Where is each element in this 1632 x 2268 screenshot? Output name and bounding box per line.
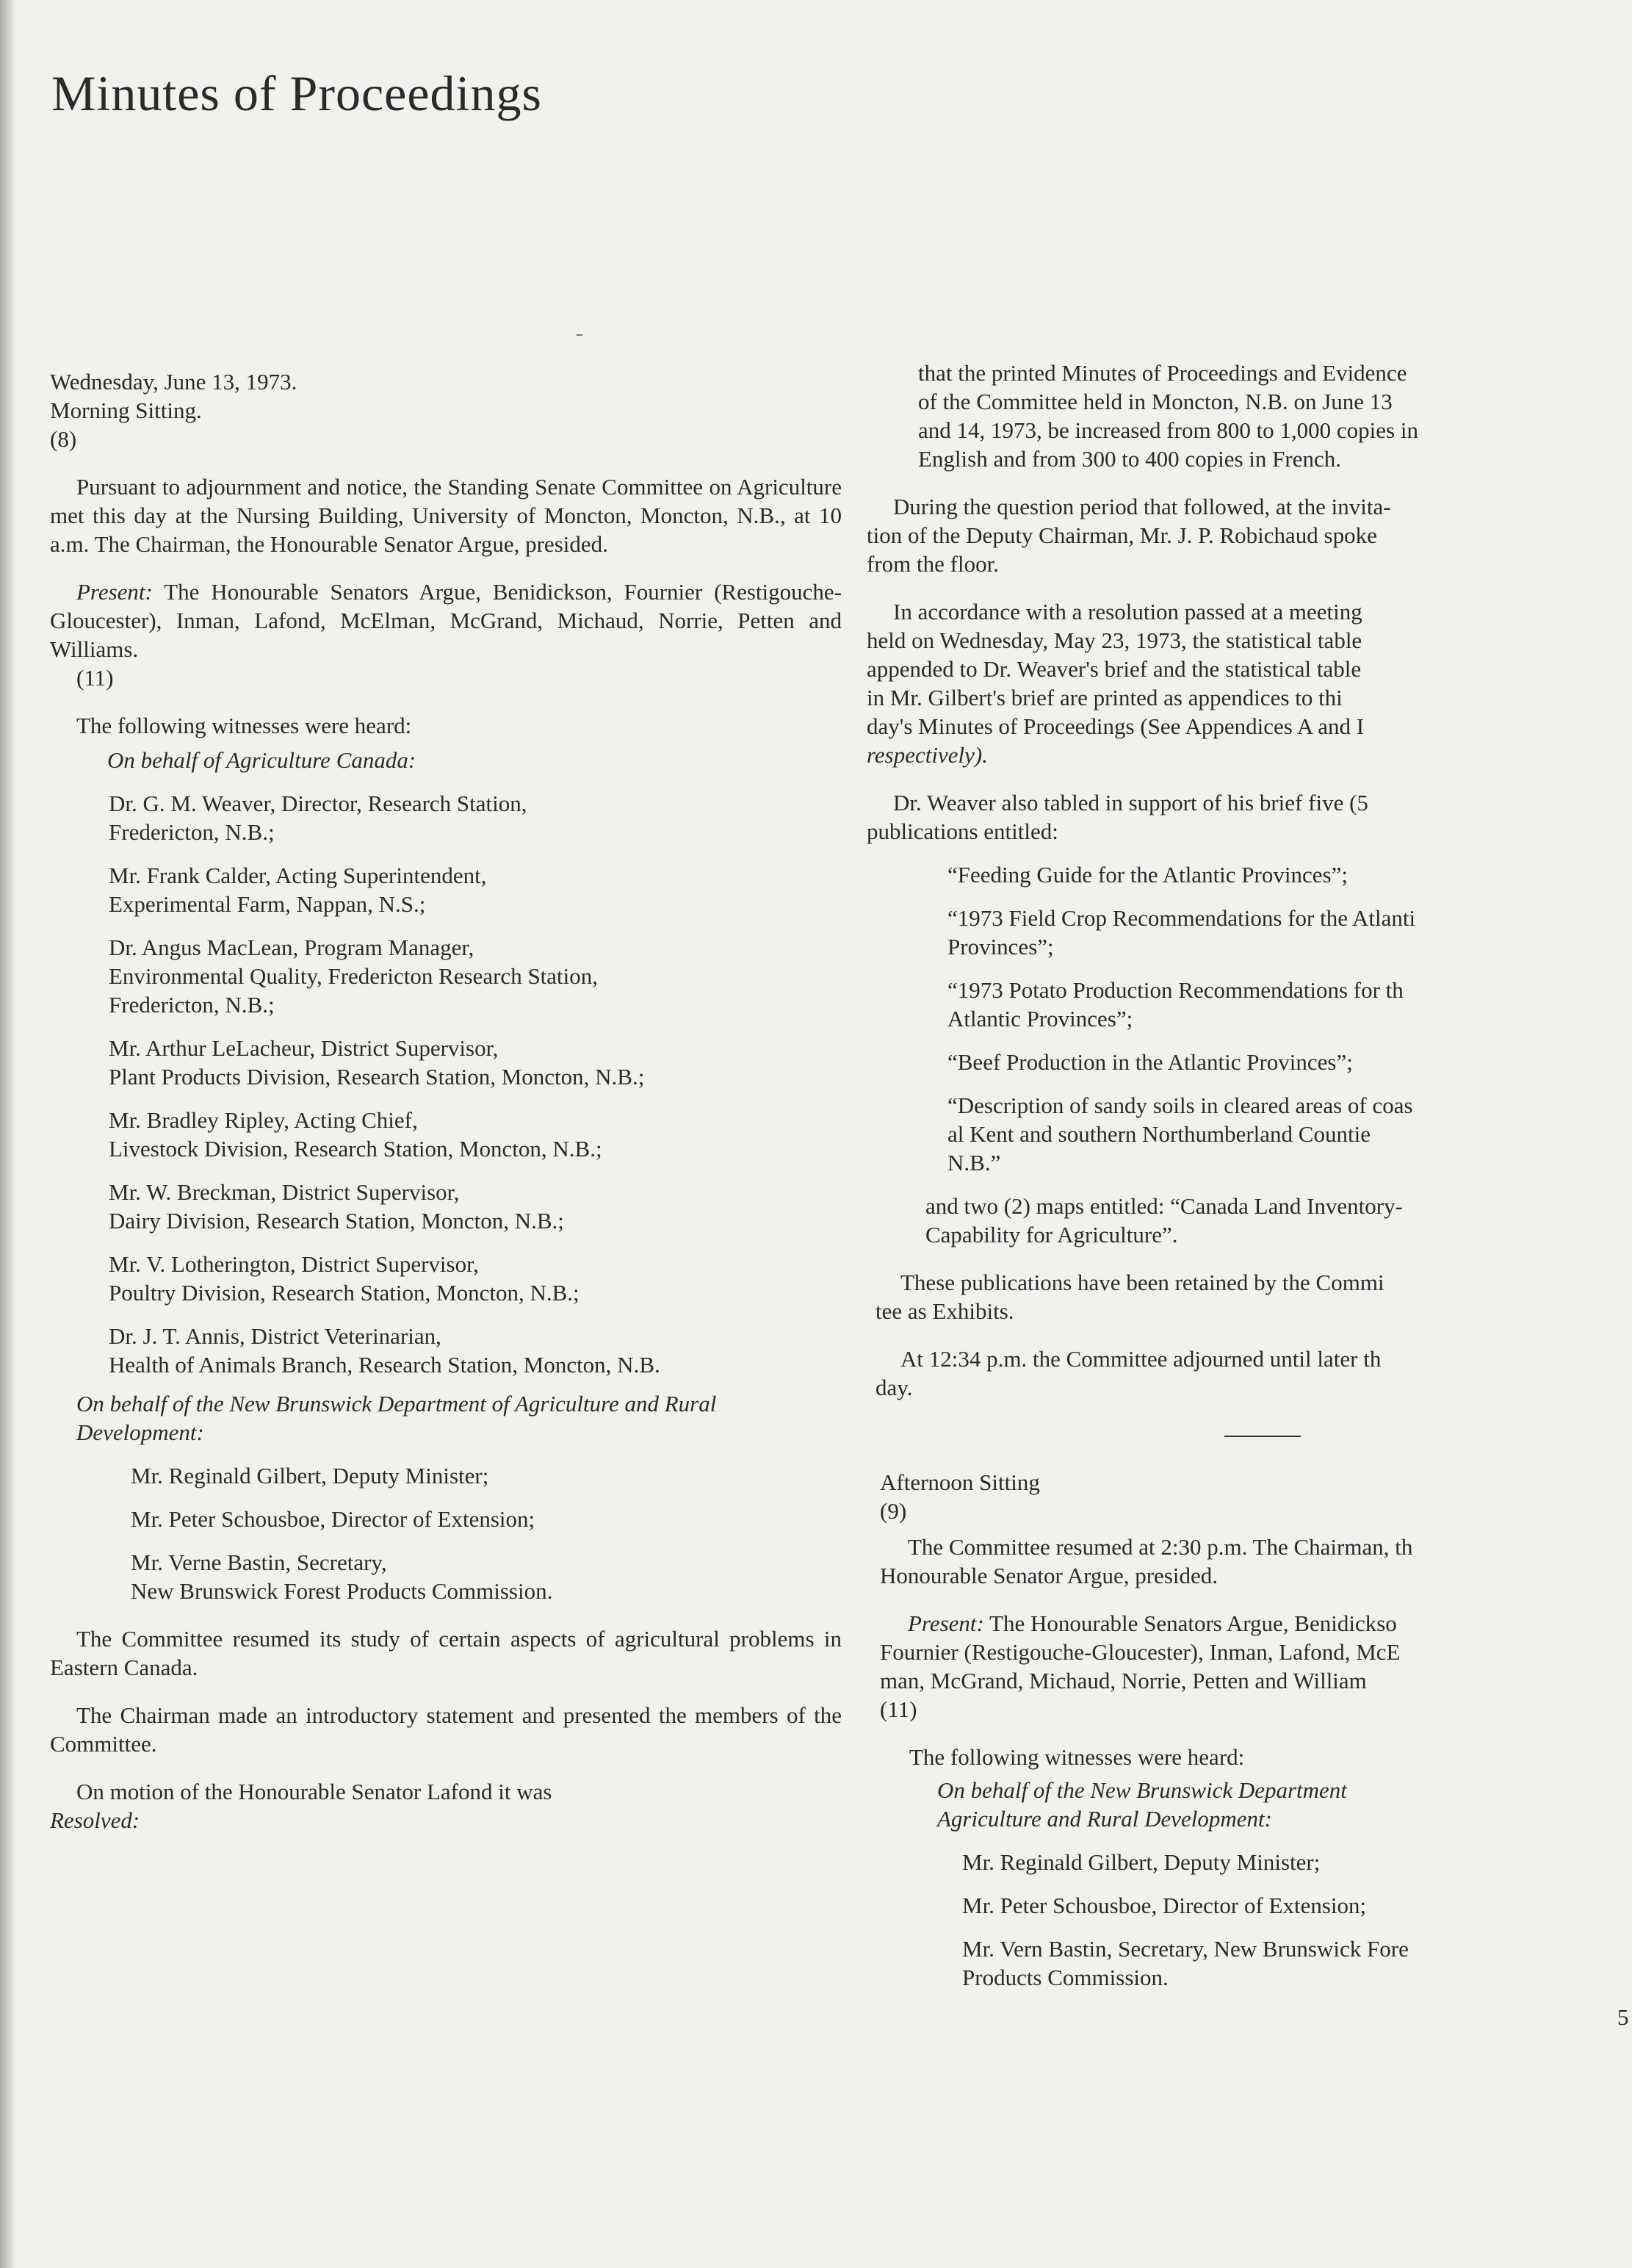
group2-list [50, 1461, 842, 1605]
witness-entry: Mr. Frank Calder, Acting Superintendent, Experimental Farm, Nappan, N.S.; [109, 863, 487, 917]
chairman-statement: The Chairman made an introductory statement and presented the members of the Committee. [50, 1702, 842, 1757]
witness-entry: Mr. Arthur LeLacheur, District Supervisor, Plant Products Division, Research Station, Moncton, N.B.; [109, 1035, 645, 1090]
motion-paragraph: On motion of the Honourable Senator Lafond it was Resolved: [50, 1777, 842, 1835]
present-paragraph [50, 577, 842, 692]
afternoon-sitting-title: Afternoon Sitting [880, 1469, 1040, 1495]
group1-heading: On behalf of Agriculture Canada: [107, 747, 416, 773]
group1-list [50, 789, 842, 1379]
witness-entry: Mr. Reginald Gilbert, Deputy Minister; [131, 1463, 489, 1488]
sitting-label: Morning Sitting. [50, 397, 202, 423]
witness-entry: Mr. Vern Bastin, Secretary, New Brunswick Fore Products Commission. [962, 1936, 1409, 1990]
resolved-label: Resolved: [50, 1807, 140, 1833]
witness-entry: Dr. Angus MacLean, Program Manager, Environmental Quality, Fredericton Research Station, Fredericton, N.B.; [109, 935, 599, 1018]
resumed-paragraph: The Committee resumed its study of certain aspects of agricultural problems in Eastern Canada. [50, 1626, 842, 1680]
witness-entry: Mr. Peter Schousboe, Director of Extension; [131, 1506, 535, 1532]
witness-entry: Dr. J. T. Annis, District Veterinarian, Health of Animals Branch, Research Station, Moncton, N.B. [109, 1323, 660, 1378]
present-label: Present: [76, 579, 153, 605]
witness-entry: Mr. W. Breckman, District Supervisor, Dairy Division, Research Station, Moncton, N.B.; [109, 1179, 564, 1234]
retained-paragraph: These publications have been retained by the Commi tee as Exhibits. [875, 1270, 1384, 1324]
afternoon-witnesses-intro: The following witnesses were heard: [909, 1744, 1245, 1770]
page-gutter-shadow [0, 0, 16, 2268]
publication-item: “Description of sandy soils in cleared areas of coas al Kent and southern Northumberland Countie N.B.” [947, 1092, 1413, 1176]
afternoon-group-list [867, 1848, 1632, 1992]
afternoon-sitting-number: (9) [880, 1498, 907, 1524]
present-label: Present: [908, 1610, 984, 1636]
sitting-number: (8) [50, 426, 77, 452]
resolution-text: that the printed Minutes of Proceedings and Evidence of the Committee held in Moncton, N.B. on June 13 and 14, 1973, be increased from 800 to 1,000 copies in English and from 300 to 400 copies in French. [918, 360, 1418, 472]
afternoon-resumed-paragraph: The Committee resumed at 2:30 p.m. The Chairman, th Honourable Senator Argue, presided. [880, 1534, 1413, 1588]
witness-entry: Mr. V. Lotherington, District Supervisor, Poultry Division, Research Station, Moncton, N.B.; [109, 1251, 579, 1306]
adjourned-paragraph: At 12:34 p.m. the Committee adjourned until later th day. [875, 1346, 1382, 1400]
weaver-tabled-paragraph: Dr. Weaver also tabled in support of his brief five (5 publications entitled: [867, 790, 1368, 844]
publication-item: “1973 Potato Production Recommendations for th Atlantic Provinces”; [947, 977, 1404, 1032]
publications-list [867, 860, 1632, 1177]
witness-entry: Mr. Reginald Gilbert, Deputy Minister; [962, 1849, 1321, 1875]
right-column [867, 359, 1632, 1992]
present-count: (11) [76, 665, 114, 691]
publication-item: “Feeding Guide for the Atlantic Provinces”; [947, 862, 1348, 888]
group2-heading: On behalf of the New Brunswick Department of Agriculture and Rural Development: [76, 1391, 717, 1445]
afternoon-present-paragraph: Present: The Honourable Senators Argue, Benidickso Fournier (Restigouche-Gloucester), Inman, Lafond, McE man, McGrand, Michaud, Norrie, Petten and William (11) [880, 1610, 1401, 1722]
page-number: 5 [1617, 2004, 1629, 2030]
print-mark [577, 334, 582, 336]
witness-entry: Mr. Peter Schousboe, Director of Extension; [962, 1893, 1367, 1918]
maps-paragraph: and two (2) maps entitled: “Canada Land Inventory- Capability for Agriculture”. [925, 1193, 1403, 1248]
accordance-paragraph: In accordance with a resolution passed at a meeting held on Wednesday, May 23, 1973, the statistical table appended to Dr. Weaver's brief and the statistical table in Mr. Gilbert's brief are printed as appendices to thi day's Minutes of Proceedings (See Appendices A and I respectively). [867, 599, 1365, 768]
witness-entry: Mr. Verne Bastin, Secretary, New Brunswick Forest Products Commission. [131, 1549, 553, 1604]
witnesses-intro: The following witnesses were heard: [76, 713, 412, 738]
witness-entry: Dr. G. M. Weaver, Director, Research Station, Fredericton, N.B.; [109, 791, 527, 845]
section-divider [1224, 1436, 1301, 1437]
page-title: Minutes of Proceedings [51, 65, 542, 121]
present-list: The Honourable Senators Argue, Benidickson, Fournier (Restigouche-Gloucester), Inman, Lafond, McElman, McGrand, Michaud, Norrie, Petten and Williams. [50, 579, 842, 662]
publication-item: “1973 Field Crop Recommendations for the Atlanti Provinces”; [947, 905, 1416, 960]
intro-paragraph: Pursuant to adjournment and notice, the Standing Senate Committee on Agriculture met this day at the Nursing Building, University of Moncton, Moncton, N.B., at 10 a.m. The Chairman, the Honourable Senator Argue, presided. [50, 474, 842, 557]
question-period-paragraph: During the question period that followed, at the invita- tion of the Deputy Chairman, Mr. J. P. Robichaud spoke from the floor. [867, 494, 1391, 577]
publication-item: “Beef Production in the Atlantic Provinces”; [947, 1049, 1353, 1075]
afternoon-group-heading: On behalf of the New Brunswick Department Agriculture and Rural Development: [937, 1777, 1347, 1832]
left-column [50, 367, 842, 1835]
witness-entry: Mr. Bradley Ripley, Acting Chief, Livestock Division, Research Station, Moncton, N.B.; [109, 1107, 602, 1162]
meeting-date: Wednesday, June 13, 1973. [50, 369, 297, 395]
